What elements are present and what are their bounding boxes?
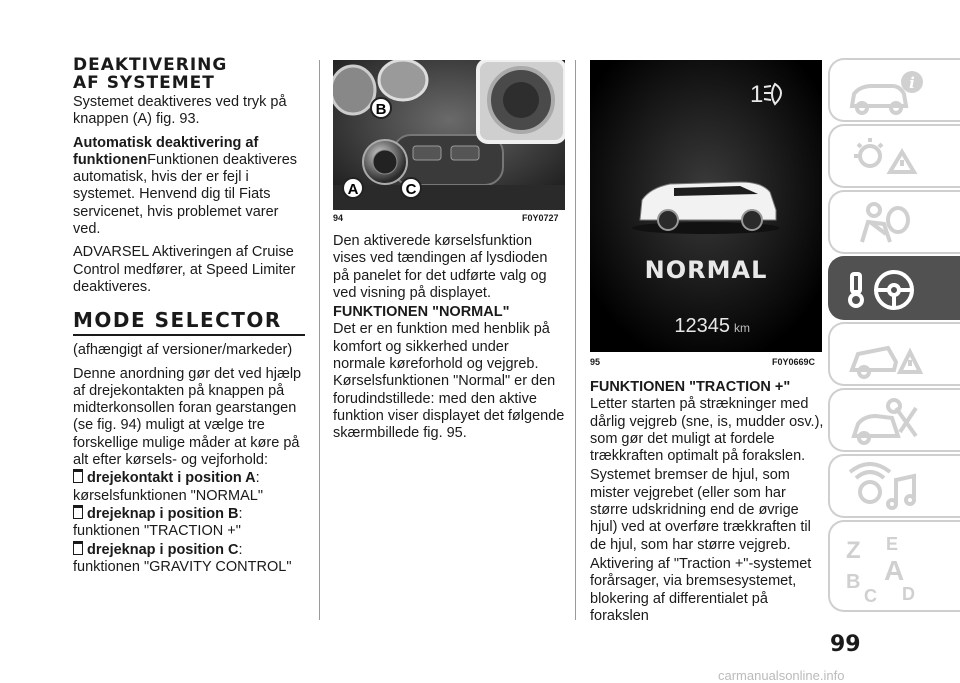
label-c: C: [405, 181, 417, 198]
paragraph: [73, 135, 305, 239]
list-item: [73, 541, 305, 577]
chapter-tab-car-info[interactable]: [828, 58, 960, 122]
paragraph: Letter starten på strækninger med dårlig vejgreb (sne, is, mudder osv.), som gør det muligt at fordele trækkraften optimalt på forakslen.: [590, 396, 824, 465]
label-b: B: [375, 101, 387, 118]
display-screen: [590, 60, 822, 352]
index-letter: A: [884, 555, 905, 586]
figure-number: 94: [333, 213, 344, 223]
emergency-icon: [840, 330, 930, 382]
figure-number: 95: [590, 357, 601, 367]
list-item: [73, 505, 305, 541]
column-divider: [575, 60, 576, 620]
svg-text:i: i: [909, 74, 915, 92]
heading-deactivation: DEAKTIVERING AF SYSTEMET: [73, 55, 228, 93]
console-photo: [333, 60, 565, 210]
paragraph: Det er en funktion med henblik på komfort og sikkerhed under normale køreforhold og vejgreb. Kørselsfunktionen "Normal" er den forudindstillede: med den aktive funktion viser displayet det følgende skærmbillede fig. 95.: [333, 321, 565, 442]
index-letter: Z: [846, 537, 861, 564]
item-bold: drejeknap i position B: [87, 505, 239, 522]
heading-mode-selector: MODE SELECTOR: [73, 308, 282, 333]
heading-normal: FUNKTIONEN "NORMAL": [333, 304, 510, 321]
mode-heading-block: [73, 308, 305, 336]
mode-name: NORMAL: [644, 256, 768, 284]
item-text: : kørselsfunktionen "NORMAL": [73, 470, 263, 504]
index-letter: B: [846, 571, 861, 593]
chapter-tab-emergency[interactable]: [828, 322, 960, 386]
column-divider: [319, 60, 320, 620]
paragraph: Aktivering af "Traction +"-systemet forårsager, via bremsesystemet, blokering af differentialet på forakslen: [590, 555, 812, 624]
bullet-icon: [73, 469, 83, 483]
bold-lead: Automatisk deaktivering af funktionen: [73, 134, 259, 168]
item-text: : funktionen "TRACTION +": [73, 505, 243, 540]
paragraph: Systemet bremser de hjul, som mister vejgrebet (eller som har større udskridning end de øvrige hjul) ved at overføre trækkraften til de hjul, som har større vejgreb.: [590, 467, 811, 553]
bullet-icon: [73, 505, 83, 519]
paragraph: (afhængigt af versioner/markeder): [73, 342, 293, 359]
gear-indicator: 1: [750, 81, 764, 108]
airbag-safety-icon: [840, 198, 930, 250]
figure-code: F0Y0727: [522, 213, 559, 223]
label-a: A: [347, 181, 359, 198]
page-number: 99: [830, 632, 861, 657]
paragraph: Denne anordning gør det ved hjælp af drejekontakten på knappen på midterkonsollen foran gearstangen (se fig. 94) muligt at vælge tre forskellige mulige måder at køre på alt efter kørsels- og vejforhold:: [73, 365, 302, 469]
bullet-icon: [73, 541, 83, 555]
index-letter: E: [886, 534, 899, 554]
item-text: : funktionen "GRAVITY CONTROL": [73, 541, 292, 575]
text: Funktionen deaktiveres automatisk, hvis der er fejl i systemet. Henvend dig til Fiats servicenet, hvis problemet varer ved.: [73, 151, 298, 238]
heading-traction: FUNKTIONEN "TRACTION +": [590, 379, 791, 395]
car-image: [632, 182, 780, 234]
footer-watermark: carmanualsonline.info: [718, 668, 845, 683]
index-letters-icon: [840, 528, 930, 608]
figure-code: F0Y0669C: [772, 357, 816, 367]
middle-column: [333, 233, 565, 443]
chapter-tab-starting-driving[interactable]: [828, 256, 960, 320]
chapter-tab-service[interactable]: [828, 388, 960, 452]
steering-key-icon: [840, 264, 930, 316]
list-item: [73, 469, 305, 505]
chapter-sidebar: [828, 0, 960, 620]
paragraph: Systemet deaktiveres ved tryk på knappen (A) fig. 93.: [73, 94, 287, 128]
figure-94: [333, 60, 565, 210]
chapter-tab-warning-lights[interactable]: [828, 124, 960, 188]
item-bold: drejeknap i position C: [87, 541, 239, 558]
chapter-tab-safety[interactable]: [828, 190, 960, 254]
car-info-icon: [840, 66, 930, 118]
multimedia-icon: [840, 462, 930, 514]
index-letter: D: [902, 584, 915, 604]
service-tools-icon: [840, 396, 930, 448]
index-letter: C: [864, 586, 877, 606]
left-column: [73, 56, 305, 576]
chapter-tab-index[interactable]: [828, 520, 960, 612]
chapter-tab-multimedia[interactable]: [828, 454, 960, 518]
figure-95: [590, 60, 822, 352]
odometer-value: 12345: [674, 315, 730, 337]
paragraph: Den aktiverede kørselsfunktion vises ved tændingen af lysdioden på panelet for det udførte valg og ved visning på displayet.: [333, 233, 548, 301]
right-column: [590, 379, 826, 625]
item-bold: drejekontakt i position A: [87, 470, 256, 487]
paragraph: ADVARSEL Aktiveringen af Cruise Control medfører, at Speed Limiter deaktiveres.: [73, 244, 296, 295]
odometer-unit: km: [734, 321, 750, 335]
warning-lights-icon: [840, 132, 930, 184]
